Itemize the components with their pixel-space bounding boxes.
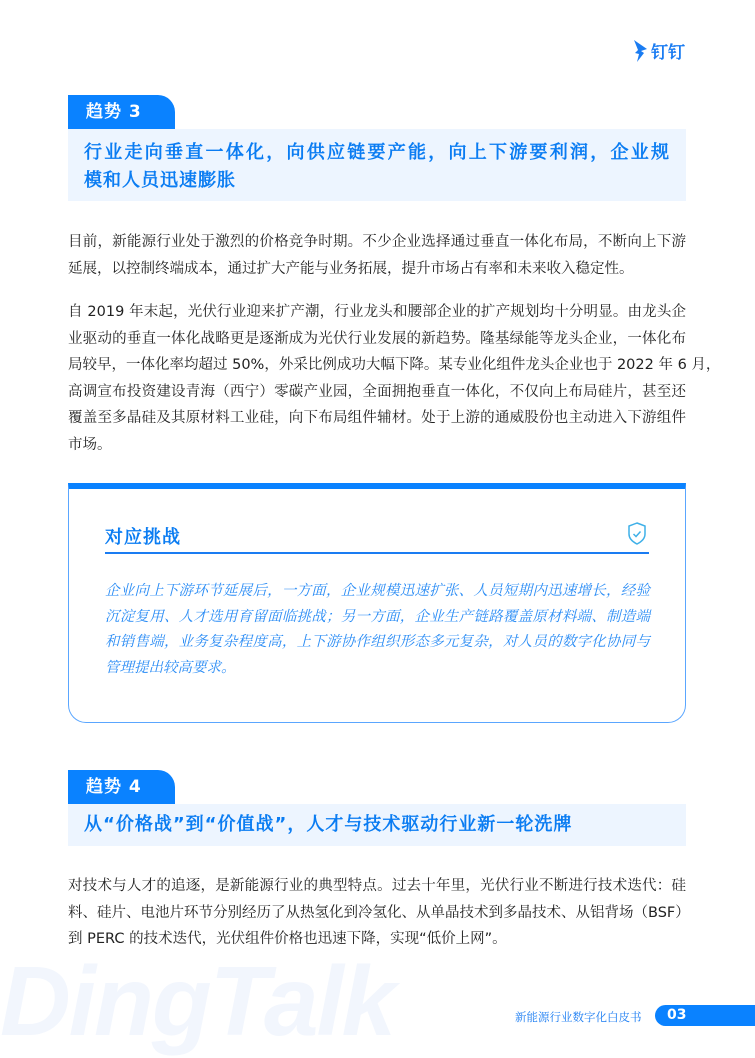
title-line: 行业走向垂直一体化，向供应链要产能，向上下游要利润，企业规 xyxy=(84,142,670,163)
trend-4-tag: 趋势 4 xyxy=(68,770,175,804)
trend-3-paragraph-2 xyxy=(68,299,721,458)
text-line: 延展，以控制终端成本，通过扩大产能与业务拓展，提升市场占有率和未来收入稳定性。 xyxy=(68,260,634,277)
dingtalk-watermark: DingTalk xyxy=(0,946,395,1056)
text-line: 自 2019 年末起，光伏行业迎来扩产潮，行业龙头和腰部企业的扩产规划均十分明显。由龙头企 xyxy=(68,304,686,320)
text-line: 企业向上下游环节延展后，一方面，企业规模迅速扩张、人员短期内迅速增长，经验 xyxy=(105,583,650,599)
text-line: 目前，新能源行业处于激烈的价格竞争时期。不少企业选择通过垂直一体化布局，不断向上下游 xyxy=(68,234,686,250)
challenge-title: 对应挑战 xyxy=(105,527,181,548)
text-line: 对技术与人才的追逐，是新能源行业的典型特点。过去十年里，光伏行业不断进行技术迭代：硅 xyxy=(68,878,686,894)
challenge-text xyxy=(105,579,650,681)
text-line: 高调宣布投资建设青海（西宁）零碳产业园，全面拥抱垂直一体化，不仅向上布局硅片，甚至还 xyxy=(68,383,686,400)
trend-3-paragraph-1 xyxy=(68,229,686,282)
text-line: 市场。 xyxy=(68,436,112,453)
trend-3-title xyxy=(68,129,686,201)
text-line: 沉淀复用、人才选用育留面临挑战；另一方面，企业生产链路覆盖原材料端、制造端 xyxy=(105,608,650,625)
challenge-box xyxy=(68,483,686,723)
challenge-divider xyxy=(105,552,649,554)
trend-3-tag: 趋势 3 xyxy=(68,95,175,129)
footer-title: 新能源行业数字化白皮书 xyxy=(515,1010,642,1024)
page-number: 03 xyxy=(655,1005,755,1026)
trend-4-title xyxy=(68,804,686,846)
logo-text: 钉钉 xyxy=(651,43,685,63)
text-line: 和销售端，业务复杂程度高，上下游协作组织形态多元复杂，对人员的数字化协同与 xyxy=(105,634,650,650)
trend-4-paragraph-1 xyxy=(68,873,690,953)
text-line: 局较早，一体化率均超过 50%，外采比例成功大幅下降。某专业化组件龙头企业也于 2022 年 6 月， xyxy=(68,357,721,373)
text-line: 到 PERC 的技术迭代，光伏组件价格也迅速下降，实现“低价上网”。 xyxy=(68,931,507,947)
dingtalk-wing-icon xyxy=(632,39,648,63)
text-line: 管理提出较高要求。 xyxy=(105,659,236,676)
text-line: 料、硅片、电池片环节分别经历了从热氢化到冷氢化、从单晶技术到多晶技术、从铝背场（BSF） xyxy=(68,904,690,921)
text-line: 业驱动的垂直一体化战略更是逐渐成为光伏行业发展的新趋势。隆基绿能等龙头企业，一体化布 xyxy=(68,330,686,347)
shield-check-icon xyxy=(627,522,647,546)
text-line: 覆盖至多晶硅及其原材料工业硅，向下布局组件辅材。处于上游的通威股份也主动进入下游组件 xyxy=(68,410,686,426)
title-line: 从“价格战”到“价值战”，人才与技术驱动行业新一轮洗牌 xyxy=(84,814,573,835)
dingtalk-logo xyxy=(632,38,685,63)
title-line: 模和人员迅速膨胀 xyxy=(84,170,236,191)
